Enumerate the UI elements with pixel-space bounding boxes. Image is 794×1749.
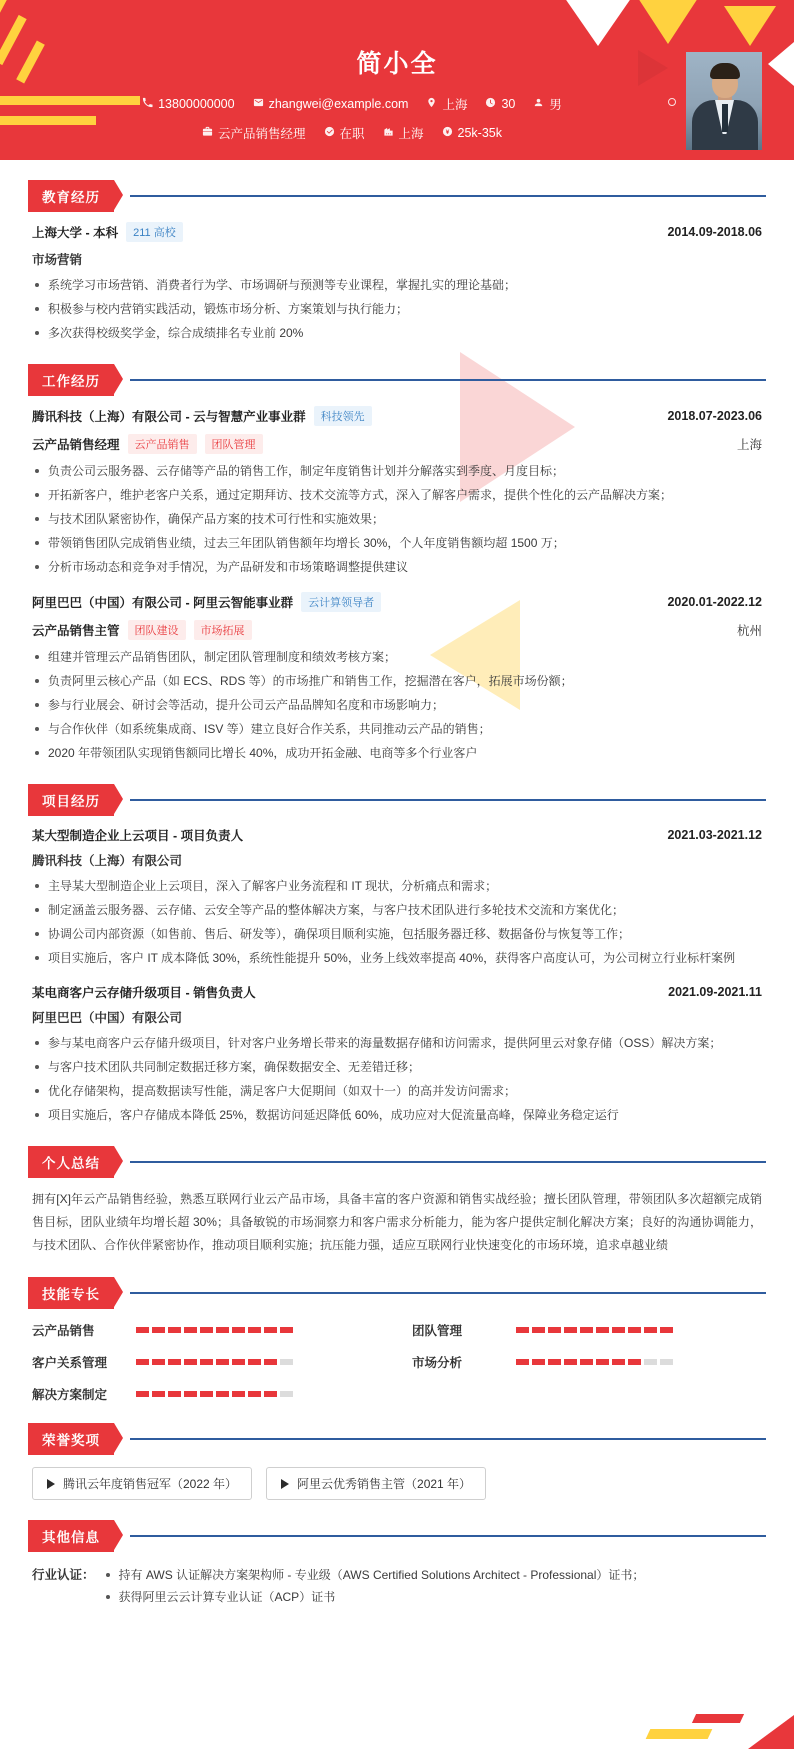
- skill-dash: [200, 1327, 213, 1333]
- list-item: 与合作伙伴（如系统集成商、ISV 等）建立良好合作关系，共同推动云产品的销售；: [32, 719, 762, 740]
- section-skills: [28, 1277, 766, 1403]
- work-entry: [32, 592, 762, 764]
- skill-dash: [248, 1391, 261, 1397]
- section-education-body: [28, 212, 766, 344]
- decor-slash-4: [0, 96, 140, 105]
- project-bullets: [32, 876, 762, 969]
- section-summary: [28, 1146, 766, 1257]
- contact-age: [485, 97, 515, 111]
- list-item: 负责阿里云核心产品（如 ECS、RDS 等）的市场推广和销售工作，挖掘潜在客户，拓展市场份额；: [32, 671, 762, 692]
- award-item: [32, 1467, 252, 1500]
- contact-location-text: 上海: [442, 98, 468, 112]
- section-rule: [130, 1292, 766, 1294]
- work-entry-row: [32, 406, 762, 426]
- list-item: 组建并管理云产品销售团队，制定团队管理制度和绩效考核方案；: [32, 647, 762, 668]
- section-other: [28, 1520, 766, 1608]
- skill-dash: [596, 1327, 609, 1333]
- work-role-tag: 云产品销售: [128, 434, 197, 454]
- other-label: 行业认证：: [32, 1568, 95, 1582]
- avatar-tie: [722, 104, 728, 132]
- age-icon: [485, 97, 496, 111]
- skill-dash: [168, 1327, 181, 1333]
- section-rule: [130, 195, 766, 197]
- list-item: 持有 AWS 认证解决方案架构师 - 专业级（AWS Certified Solutions Architect - Professional）证书；: [103, 1564, 762, 1586]
- project-date: 2021.03-2021.12: [667, 828, 762, 842]
- skill-dash: [216, 1359, 229, 1365]
- skill-dash: [264, 1327, 277, 1333]
- skill-label: 团队管理: [412, 1324, 463, 1338]
- contact-location: [426, 95, 467, 113]
- section-rule: [130, 799, 766, 801]
- list-item: 积极参与校内营销实践活动，锻炼市场分析、方案策划与执行能力；: [32, 299, 762, 320]
- work-role-tag: 团队建设: [128, 620, 186, 640]
- skill-dash: [200, 1359, 213, 1365]
- project-bullets: [32, 1033, 762, 1126]
- contact-gender-text: 男: [549, 98, 562, 112]
- job-salary: [442, 126, 502, 140]
- section-other-title: 其他信息: [28, 1520, 114, 1552]
- skill-dash: [516, 1359, 529, 1365]
- project-date: 2021.09-2021.11: [668, 985, 762, 999]
- list-item: 开拓新客户，维护老客户关系，通过定期拜访、技术交流等方式，深入了解客户需求，提供个性化的云产品解决方案；: [32, 485, 762, 506]
- award-item: [266, 1467, 486, 1500]
- job-city-text: 上海: [398, 127, 424, 141]
- section-rule: [130, 1535, 766, 1537]
- job-salary-text: 25k-35k: [457, 126, 503, 140]
- job-title-text: 云产品销售经理: [217, 127, 306, 141]
- list-item: 与技术团队紧密协作，确保产品方案的技术可行性和实施效果；: [32, 509, 762, 530]
- list-item: 2020 年带领团队实现销售额同比增长 40%，成功开拓金融、电商等多个行业客户: [32, 743, 762, 764]
- decor-bottom-yellow: [646, 1729, 713, 1739]
- section-education: [28, 180, 766, 344]
- play-triangle-icon: [281, 1479, 289, 1489]
- job-row: [0, 124, 794, 142]
- work-date: 2020.01-2022.12: [667, 595, 762, 609]
- skill-dash: [596, 1359, 609, 1365]
- skill-dash: [152, 1391, 165, 1397]
- job-title: [202, 124, 306, 142]
- skill-dash: [548, 1327, 561, 1333]
- skill-meter: [136, 1327, 293, 1333]
- list-item: 参与行业展会、研讨会等活动，提升公司云产品品牌知名度和市场影响力；: [32, 695, 762, 716]
- award-label: 腾讯云年度销售冠军（2022 年）: [63, 1477, 238, 1491]
- contact-email: [253, 97, 409, 111]
- skill-dash: [184, 1359, 197, 1365]
- work-role: 云产品销售经理: [32, 438, 120, 452]
- list-item: 优化存储架构，提高数据读写性能，满足客户大促期间（如双十一）的高并发访问需求；: [32, 1081, 762, 1102]
- list-item: 主导某大型制造企业上云项目，深入了解客户业务流程和 IT 现状，分析痛点和需求；: [32, 876, 762, 897]
- project-entry-row: [32, 983, 762, 1001]
- education-date: 2014.09-2018.06: [667, 225, 762, 239]
- skill-dash: [644, 1359, 657, 1365]
- skill-dash: [280, 1359, 293, 1365]
- section-projects-body: [28, 816, 766, 1126]
- skill-dash: [248, 1359, 261, 1365]
- education-tag: 211 高校: [126, 222, 183, 242]
- skill-dash: [532, 1327, 545, 1333]
- work-company: 腾讯科技（上海）有限公司 - 云与智慧产业事业群: [32, 410, 306, 424]
- skill-dash: [136, 1359, 149, 1365]
- skill-dash: [628, 1327, 641, 1333]
- skill-item: [412, 1353, 762, 1371]
- section-rule: [130, 379, 766, 381]
- section-awards-header: [28, 1423, 766, 1455]
- resume-body: [0, 180, 794, 1638]
- skill-dash: [532, 1359, 545, 1365]
- awards-list: [28, 1455, 766, 1500]
- education-major: 市场营销: [32, 253, 83, 267]
- education-school: 上海大学 - 本科: [32, 226, 119, 240]
- list-item: 与客户技术团队共同制定数据迁移方案，确保数据安全、无差错迁移；: [32, 1057, 762, 1078]
- skill-dash: [564, 1327, 577, 1333]
- section-education-title: 教育经历: [28, 180, 114, 212]
- project-entry: [32, 983, 762, 1126]
- location-icon: [426, 97, 437, 111]
- skill-label: 云产品销售: [32, 1324, 95, 1338]
- work-bullets: [32, 461, 762, 578]
- work-bullets: [32, 647, 762, 764]
- skill-dash: [216, 1391, 229, 1397]
- education-entry: [32, 222, 762, 344]
- skill-label: 市场分析: [412, 1356, 463, 1370]
- candidate-name: 简小全: [356, 50, 438, 78]
- salary-icon: [442, 126, 453, 140]
- section-work-header: [28, 364, 766, 396]
- work-role-row: [32, 620, 762, 640]
- section-other-header: [28, 1520, 766, 1552]
- contact-phone: [142, 97, 234, 111]
- skill-dash: [280, 1391, 293, 1397]
- decor-circle: [668, 98, 676, 106]
- skill-meter: [516, 1327, 673, 1333]
- work-place: 上海: [736, 438, 762, 452]
- list-item: 项目实施后，客户存储成本降低 25%，数据访问延迟降低 60%，成功应对大促流量高峰，保障业务稳定运行: [32, 1105, 762, 1126]
- section-summary-title: 个人总结: [28, 1146, 114, 1178]
- skill-dash: [152, 1327, 165, 1333]
- section-work: [28, 364, 766, 764]
- skill-dash: [516, 1327, 529, 1333]
- work-role: 云产品销售主管: [32, 624, 120, 638]
- project-company: 阿里巴巴（中国）有限公司: [32, 1011, 183, 1025]
- job-city: [383, 124, 424, 142]
- section-projects-header: [28, 784, 766, 816]
- education-entry-left: [32, 222, 183, 242]
- skill-dash: [184, 1391, 197, 1397]
- list-item: 获得阿里云云计算专业认证（ACP）证书: [103, 1586, 762, 1608]
- work-entry-row: [32, 592, 762, 612]
- skill-dash: [216, 1327, 229, 1333]
- skill-dash: [168, 1391, 181, 1397]
- skill-dash: [628, 1359, 641, 1365]
- work-role-left: [32, 434, 263, 454]
- skill-dash: [580, 1327, 593, 1333]
- skill-dash: [136, 1327, 149, 1333]
- skill-meter: [136, 1391, 293, 1397]
- section-skills-title: 技能专长: [28, 1277, 114, 1309]
- section-rule: [130, 1161, 766, 1163]
- list-item: 项目实施后，客户 IT 成本降低 30%，系统性能提升 50%，业务上线效率提高 40%，获得客户高度认可，为公司树立行业标杆案例: [32, 948, 762, 969]
- skill-dash: [264, 1359, 277, 1365]
- section-awards: [28, 1423, 766, 1500]
- list-item: 带领销售团队完成销售业绩，过去三年团队销售额年均增长 30%，个人年度销售额均超 1500 万；: [32, 533, 762, 554]
- section-work-body: [28, 396, 766, 764]
- skill-dash: [660, 1327, 673, 1333]
- skill-dash: [136, 1391, 149, 1397]
- contact-email-text: zhangwei@example.com: [268, 97, 409, 111]
- skill-dash: [580, 1359, 593, 1365]
- skill-dash: [264, 1391, 277, 1397]
- project-entry: [32, 826, 762, 969]
- other-list: [103, 1564, 762, 1608]
- work-place: 杭州: [736, 624, 762, 638]
- skill-dash: [612, 1327, 625, 1333]
- skill-meter: [516, 1359, 673, 1365]
- job-status-text: 在职: [339, 127, 365, 141]
- skill-dash: [200, 1391, 213, 1397]
- other-row: [28, 1552, 766, 1608]
- skill-dash: [184, 1327, 197, 1333]
- city-icon: [383, 126, 394, 140]
- work-entry-left: [32, 406, 372, 426]
- section-projects-title: 项目经历: [28, 784, 114, 816]
- work-company: 阿里巴巴（中国）有限公司 - 阿里云智能事业群: [32, 596, 294, 610]
- list-item: 系统学习市场营销、消费者行为学、市场调研与预测等专业课程，掌握扎实的理论基础；: [32, 275, 762, 296]
- section-education-header: [28, 180, 766, 212]
- work-date: 2018.07-2023.06: [667, 409, 762, 423]
- list-item: 多次获得校级奖学金，综合成绩排名专业前 20%: [32, 323, 762, 344]
- list-item: 参与某电商客户云存储升级项目，针对客户业务增长带来的海量数据存储和访问需求，提供阿里云对象存储（OSS）解决方案；: [32, 1033, 762, 1054]
- project-company: 腾讯科技（上海）有限公司: [32, 854, 183, 868]
- skill-dash: [232, 1391, 245, 1397]
- work-role-row: [32, 434, 762, 454]
- section-rule: [130, 1438, 766, 1440]
- award-label: 阿里云优秀销售主管（2021 年）: [297, 1477, 472, 1491]
- skill-label: 客户关系管理: [32, 1356, 108, 1370]
- status-icon: [324, 126, 335, 140]
- list-item: 制定涵盖云服务器、云存储、云安全等产品的整体解决方案，与客户技术团队进行多轮技术交流和方案优化；: [32, 900, 762, 921]
- section-skills-header: [28, 1277, 766, 1309]
- work-company-tag: 云计算领导者: [301, 592, 381, 612]
- work-company-tag: 科技领先: [314, 406, 372, 426]
- skill-dash: [168, 1359, 181, 1365]
- gender-icon: [533, 97, 544, 111]
- work-entry: [32, 406, 762, 578]
- contact-phone-text: 13800000000: [158, 97, 235, 111]
- skill-dash: [564, 1359, 577, 1365]
- work-entry-left: [32, 592, 381, 612]
- skill-item: [412, 1321, 762, 1339]
- contact-age-text: 30: [501, 97, 516, 111]
- skill-dash: [612, 1359, 625, 1365]
- avatar: [686, 52, 762, 150]
- section-summary-header: [28, 1146, 766, 1178]
- briefcase-icon: [202, 126, 213, 140]
- work-role-left: [32, 620, 252, 640]
- skill-dash: [548, 1359, 561, 1365]
- skill-item: [32, 1353, 382, 1371]
- list-item: 负责公司云服务器、云存储等产品的销售工作，制定年度销售计划并分解落实到季度、月度目标；: [32, 461, 762, 482]
- education-entry-row: [32, 222, 762, 242]
- play-triangle-icon: [47, 1479, 55, 1489]
- list-item: 分析市场动态和竞争对手情况，为产品研发和市场策略调整提供建议: [32, 557, 762, 578]
- phone-icon: [142, 97, 153, 111]
- work-role-tag: 市场拓展: [194, 620, 252, 640]
- section-work-title: 工作经历: [28, 364, 114, 396]
- list-item: 协调公司内部资源（如售前、售后、研发等），确保项目顺利实施，包括服务器迁移、数据备份与恢复等工作；: [32, 924, 762, 945]
- decor-bottom-red-triangle: [748, 1715, 794, 1749]
- skill-dash: [644, 1327, 657, 1333]
- work-role-tag: 团队管理: [205, 434, 263, 454]
- skill-label: 解决方案制定: [32, 1388, 108, 1402]
- decor-bottom-red-slash: [692, 1714, 744, 1723]
- project-entry-row: [32, 826, 762, 844]
- skill-item: [32, 1321, 382, 1339]
- resume-header: [0, 0, 794, 160]
- project-name: 某大型制造企业上云项目 - 项目负责人: [32, 829, 244, 843]
- skill-dash: [232, 1327, 245, 1333]
- avatar-hair: [710, 63, 740, 79]
- skills-grid: [28, 1309, 766, 1403]
- mail-icon: [253, 97, 264, 111]
- skill-dash: [660, 1359, 673, 1365]
- section-projects: [28, 784, 766, 1126]
- skill-item: [32, 1385, 382, 1403]
- skill-dash: [280, 1327, 293, 1333]
- summary-text: 拥有[X]年云产品销售经验，熟悉互联网行业云产品市场，具备丰富的客户资源和销售实战经验；擅长团队管理，带领团队多次超额完成销售目标，团队业绩年均增长超 30%；具备敏锐的市场洞察力和客户需求分析能力，能为客户提供定制化解决方案；良好的沟通协调能力，与技术团队、合作伙伴紧密协作，推动项目顺利实施；抗压能力强，适应互联网行业快速变化的市场环境，追求卓越业绩: [32, 1192, 762, 1252]
- section-awards-title: 荣誉奖项: [28, 1423, 114, 1455]
- education-bullets: [32, 275, 762, 344]
- contact-gender: [533, 95, 562, 113]
- decor-slash-5: [0, 116, 96, 125]
- skill-meter: [136, 1359, 293, 1365]
- skill-dash: [232, 1359, 245, 1365]
- skill-dash: [248, 1327, 261, 1333]
- project-name: 某电商客户云存储升级项目 - 销售负责人: [32, 986, 256, 1000]
- skill-dash: [152, 1359, 165, 1365]
- job-status: [324, 124, 365, 142]
